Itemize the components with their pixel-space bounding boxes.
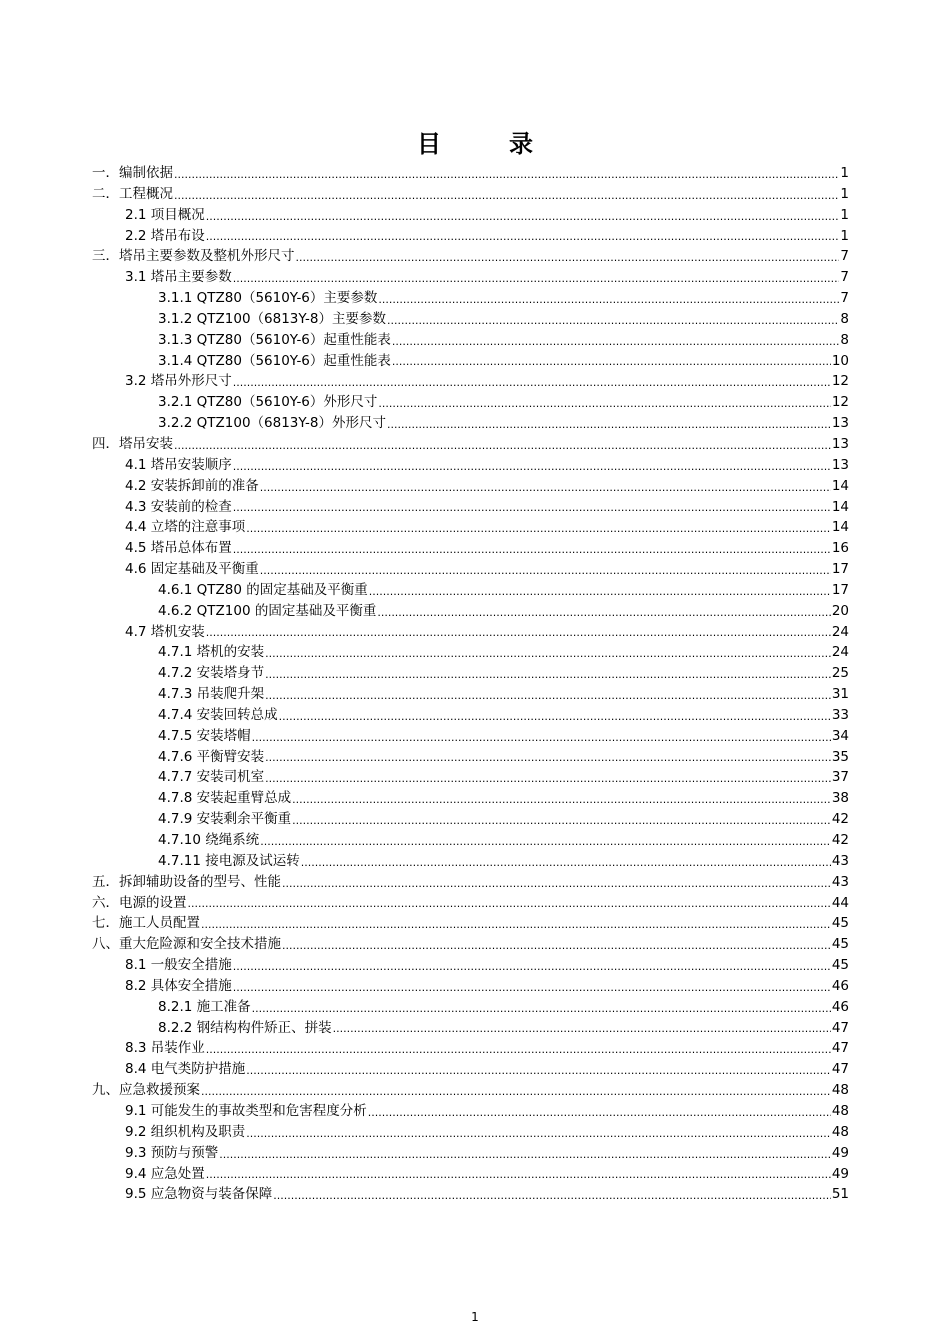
toc-entry[interactable] — [92, 1164, 849, 1185]
toc-entry-page: 12 — [831, 373, 849, 390]
toc-entry-title: 9.2 组织机构及职责 — [125, 1123, 246, 1140]
toc-entry-page: 24 — [831, 644, 849, 661]
toc-entry[interactable] — [92, 205, 849, 226]
toc-entry[interactable] — [92, 809, 849, 830]
toc-dot-leader — [246, 520, 831, 538]
toc-entry[interactable] — [92, 288, 849, 309]
toc-entry-title: 4.6.1 QTZ80 的固定基础及平衡重 — [158, 581, 368, 598]
toc-dot-leader — [219, 1146, 831, 1164]
toc-entry-page: 1 — [840, 206, 849, 223]
toc-dot-leader — [282, 937, 831, 955]
toc-entry-title: 3.1.3 QTZ80（5610Y-6）起重性能表 — [158, 331, 391, 348]
toc-entry[interactable] — [92, 976, 849, 997]
toc-entry-page: 7 — [840, 248, 849, 265]
toc-dot-leader — [292, 812, 831, 830]
toc-dot-leader — [233, 374, 831, 392]
toc-entry-page: 47 — [831, 1040, 849, 1057]
toc-entry-title: 8.1 一般安全措施 — [125, 957, 232, 974]
toc-entry-title: 4.6 固定基础及平衡重 — [125, 561, 259, 578]
toc-entry-page: 14 — [831, 477, 849, 494]
toc-entry[interactable] — [92, 1122, 849, 1143]
toc-entry[interactable] — [92, 226, 849, 247]
table-of-contents — [92, 163, 849, 1205]
toc-entry-title: 9.5 应急物资与装备保障 — [125, 1186, 273, 1203]
toc-entry[interactable] — [92, 1018, 849, 1039]
toc-entry-title: 九、应急救援预案 — [92, 1082, 200, 1099]
toc-entry-title: 4.7.6 平衡臂安装 — [158, 748, 265, 765]
toc-dot-leader — [377, 604, 830, 622]
toc-entry-title: 三．塔吊主要参数及整机外形尺寸 — [92, 248, 295, 265]
toc-entry-page: 45 — [831, 915, 849, 932]
toc-entry-page: 25 — [831, 665, 849, 682]
toc-entry-title: 8.3 吊装作业 — [125, 1040, 205, 1057]
toc-entry[interactable] — [92, 642, 849, 663]
toc-entry-page: 17 — [831, 561, 849, 578]
toc-entry-title: 4.7.5 安装塔帽 — [158, 727, 251, 744]
toc-dot-leader — [174, 187, 839, 205]
toc-entry-title: 3.2.1 QTZ80（5610Y-6）外形尺寸 — [158, 394, 378, 411]
toc-entry-title: 4.7 塔机安装 — [125, 623, 205, 640]
toc-entry-title: 8.2.2 钢结构构件矫正、拼装 — [158, 1019, 332, 1036]
toc-entry-title: 4.7.8 安装起重臂总成 — [158, 790, 292, 807]
toc-entry-title: 五．拆卸辅助设备的型号、性能 — [92, 873, 281, 890]
toc-entry-title: 2.1 项目概况 — [125, 206, 205, 223]
toc-entry-title: 4.7.10 绕绳系统 — [158, 832, 260, 848]
toc-entry-page: 13 — [831, 435, 849, 452]
toc-entry[interactable] — [92, 747, 849, 768]
toc-entry-page: 17 — [831, 581, 849, 598]
toc-entry[interactable] — [92, 163, 849, 184]
toc-entry-page: 45 — [831, 957, 849, 974]
toc-entry-title: 3.2 塔吊外形尺寸 — [125, 373, 232, 390]
toc-entry[interactable] — [92, 872, 849, 893]
toc-entry-page: 49 — [831, 1165, 849, 1182]
toc-entry-page: 44 — [831, 894, 849, 911]
toc-dot-leader — [282, 875, 831, 893]
toc-entry-title: 3.1 塔吊主要参数 — [125, 269, 232, 286]
toc-entry-title: 4.7.7 安装司机室 — [158, 769, 265, 786]
toc-entry[interactable] — [92, 705, 849, 726]
toc-entry[interactable] — [92, 913, 849, 934]
toc-entry[interactable] — [92, 830, 849, 851]
toc-dot-leader — [260, 833, 831, 851]
toc-entry-page: 14 — [831, 519, 849, 536]
toc-entry[interactable] — [92, 1080, 849, 1101]
toc-entry[interactable] — [92, 622, 849, 643]
toc-dot-leader — [201, 916, 831, 934]
toc-dot-leader — [246, 1062, 831, 1080]
toc-entry-title: 一．编制依据 — [92, 165, 173, 181]
toc-dot-leader — [233, 979, 831, 997]
toc-entry-page: 47 — [831, 1019, 849, 1036]
toc-dot-leader — [296, 249, 840, 267]
toc-dot-leader — [265, 666, 831, 684]
toc-dot-leader — [333, 1020, 831, 1038]
toc-entry-page: 45 — [831, 936, 849, 953]
toc-entry-title: 4.7.4 安装回转总成 — [158, 706, 278, 723]
toc-entry-title: 9.1 可能发生的事故类型和危害程度分析 — [125, 1102, 367, 1119]
toc-entry-title: 4.4 立塔的注意事项 — [125, 519, 246, 536]
toc-entry-title: 4.7.11 接电源及试运转 — [158, 852, 300, 869]
toc-dot-leader — [387, 312, 839, 330]
toc-dot-leader — [279, 708, 831, 726]
toc-entry-page: 46 — [831, 977, 849, 994]
toc-entry-page: 46 — [831, 998, 849, 1015]
toc-entry[interactable] — [92, 601, 849, 622]
toc-dot-leader — [233, 541, 831, 559]
toc-entry[interactable] — [92, 330, 849, 351]
toc-entry-page: 13 — [831, 456, 849, 473]
toc-entry[interactable] — [92, 726, 849, 747]
toc-entry[interactable] — [92, 788, 849, 809]
toc-entry-page: 48 — [831, 1123, 849, 1140]
toc-entry[interactable] — [92, 580, 849, 601]
toc-entry-page: 13 — [831, 415, 849, 432]
toc-entry-title: 3.2.2 QTZ100（6813Y-8）外形尺寸 — [158, 415, 386, 432]
toc-entry-title: 8.2.1 施工准备 — [158, 998, 251, 1015]
toc-entry-page: 33 — [831, 706, 849, 723]
toc-dot-leader — [265, 645, 831, 663]
toc-dot-leader — [206, 624, 831, 642]
toc-entry-page: 8 — [840, 331, 849, 348]
toc-dot-leader — [378, 395, 830, 413]
toc-dot-leader — [233, 499, 831, 517]
toc-dot-leader — [174, 166, 839, 184]
toc-entry[interactable] — [92, 538, 849, 559]
toc-entry-page: 16 — [831, 540, 849, 557]
toc-dot-leader — [387, 416, 831, 434]
toc-dot-leader — [233, 958, 831, 976]
toc-entry[interactable] — [92, 517, 849, 538]
toc-dot-leader — [188, 895, 831, 913]
toc-entry-title: 4.1 塔吊安装顺序 — [125, 456, 232, 473]
toc-entry[interactable] — [92, 684, 849, 705]
toc-entry-title: 9.3 预防与预警 — [125, 1144, 219, 1161]
toc-entry-title: 八、重大危险源和安全技术措施 — [92, 936, 281, 953]
toc-entry-page: 43 — [831, 852, 849, 869]
toc-entry-title: 8.2 具体安全措施 — [125, 977, 232, 994]
toc-entry[interactable] — [92, 559, 849, 580]
toc-entry-page: 1 — [840, 185, 849, 202]
toc-dot-leader — [260, 562, 831, 580]
toc-entry[interactable] — [92, 1059, 849, 1080]
toc-dot-leader — [206, 208, 840, 226]
toc-entry-page: 1 — [840, 165, 849, 181]
toc-entry-title: 8.4 电气类防护措施 — [125, 1061, 246, 1078]
toc-entry-page: 7 — [840, 269, 849, 286]
toc-entry[interactable] — [92, 351, 849, 372]
toc-dot-leader — [206, 1041, 831, 1059]
toc-entry-page: 7 — [840, 290, 849, 307]
toc-entry-title: 二．工程概况 — [92, 185, 173, 202]
toc-entry-title: 4.7.3 吊装爬升架 — [158, 686, 265, 703]
toc-entry-title: 3.1.1 QTZ80（5610Y-6）主要参数 — [158, 290, 378, 307]
page-number: 1 — [471, 1310, 479, 1324]
toc-entry[interactable] — [92, 392, 849, 413]
toc-dot-leader — [260, 479, 831, 497]
toc-dot-leader — [206, 1166, 831, 1184]
toc-entry[interactable] — [92, 1143, 849, 1164]
toc-entry-title: 四．塔吊安装 — [92, 435, 173, 452]
toc-entry-page: 8 — [840, 310, 849, 327]
toc-entry-title: 3.1.4 QTZ80（5610Y-6）起重性能表 — [158, 352, 391, 369]
toc-entry-page: 43 — [831, 873, 849, 890]
toc-entry[interactable] — [92, 371, 849, 392]
toc-entry[interactable] — [92, 267, 849, 288]
toc-entry-title: 2.2 塔吊布设 — [125, 227, 205, 244]
toc-dot-leader — [392, 333, 840, 351]
toc-dot-leader — [246, 1125, 831, 1143]
toc-dot-leader — [201, 1083, 831, 1101]
toc-entry[interactable] — [92, 997, 849, 1018]
toc-entry-page: 31 — [831, 686, 849, 703]
toc-entry[interactable] — [92, 246, 849, 267]
toc-entry[interactable] — [92, 893, 849, 914]
toc-entry-page: 1 — [840, 227, 849, 244]
toc-entry[interactable] — [92, 184, 849, 205]
toc-dot-leader — [301, 854, 831, 872]
toc-entry[interactable] — [92, 309, 849, 330]
toc-dot-leader — [174, 437, 831, 455]
toc-entry[interactable] — [92, 1101, 849, 1122]
toc-entry[interactable] — [92, 476, 849, 497]
toc-entry-page: 37 — [831, 769, 849, 786]
toc-entry-page: 34 — [831, 727, 849, 744]
toc-entry-page: 14 — [831, 498, 849, 515]
toc-dot-leader — [252, 729, 831, 747]
toc-entry-title: 9.4 应急处置 — [125, 1165, 205, 1182]
toc-dot-leader — [273, 1187, 831, 1205]
toc-entry-page: 12 — [831, 394, 849, 411]
toc-dot-leader — [252, 1000, 831, 1018]
toc-entry-title: 4.7.1 塔机的安装 — [158, 644, 265, 661]
toc-dot-leader — [368, 1104, 831, 1122]
toc-entry-title: 4.3 安装前的检查 — [125, 498, 232, 515]
toc-entry[interactable] — [92, 455, 849, 476]
toc-entry-title: 4.7.9 安装剩余平衡重 — [158, 811, 292, 828]
toc-entry[interactable] — [92, 851, 849, 872]
toc-entry[interactable] — [92, 1184, 849, 1205]
document-title: 目 录 — [417, 129, 555, 158]
toc-entry[interactable] — [92, 663, 849, 684]
toc-dot-leader — [265, 749, 831, 767]
toc-entry-page: 47 — [831, 1061, 849, 1078]
toc-entry[interactable] — [92, 955, 849, 976]
toc-dot-leader — [233, 458, 831, 476]
toc-entry-page: 10 — [831, 352, 849, 369]
toc-entry-page: 51 — [831, 1186, 849, 1203]
toc-entry[interactable] — [92, 767, 849, 788]
toc-entry-title: 3.1.2 QTZ100（6813Y-8）主要参数 — [158, 310, 386, 327]
toc-dot-leader — [369, 583, 831, 601]
toc-entry-page: 24 — [831, 623, 849, 640]
toc-entry[interactable] — [92, 413, 849, 434]
toc-entry-page: 48 — [831, 1082, 849, 1099]
toc-entry-title: 4.7.2 安装塔身节 — [158, 665, 265, 682]
toc-entry-page: 38 — [831, 790, 849, 807]
toc-entry-title: 六．电源的设置 — [92, 894, 187, 911]
toc-entry-page: 48 — [831, 1102, 849, 1119]
toc-entry[interactable] — [92, 434, 849, 455]
toc-entry-title: 4.6.2 QTZ100 的固定基础及平衡重 — [158, 602, 377, 619]
toc-entry[interactable] — [92, 497, 849, 518]
toc-entry-title: 七．施工人员配置 — [92, 915, 200, 932]
toc-dot-leader — [265, 770, 831, 788]
toc-entry[interactable] — [92, 1038, 849, 1059]
toc-entry-page: 49 — [831, 1144, 849, 1161]
toc-entry-page: 42 — [831, 832, 849, 848]
toc-dot-leader — [378, 291, 839, 309]
toc-dot-leader — [233, 270, 840, 288]
toc-entry[interactable] — [92, 934, 849, 955]
toc-entry-title: 4.2 安装拆卸前的准备 — [125, 477, 259, 494]
toc-dot-leader — [265, 687, 831, 705]
toc-dot-leader — [206, 228, 840, 246]
toc-entry-page: 42 — [831, 811, 849, 828]
toc-dot-leader — [392, 353, 831, 371]
toc-dot-leader — [292, 791, 831, 809]
toc-entry-page: 35 — [831, 748, 849, 765]
toc-entry-title: 4.5 塔吊总体布置 — [125, 540, 232, 557]
toc-entry-page: 20 — [831, 602, 849, 619]
